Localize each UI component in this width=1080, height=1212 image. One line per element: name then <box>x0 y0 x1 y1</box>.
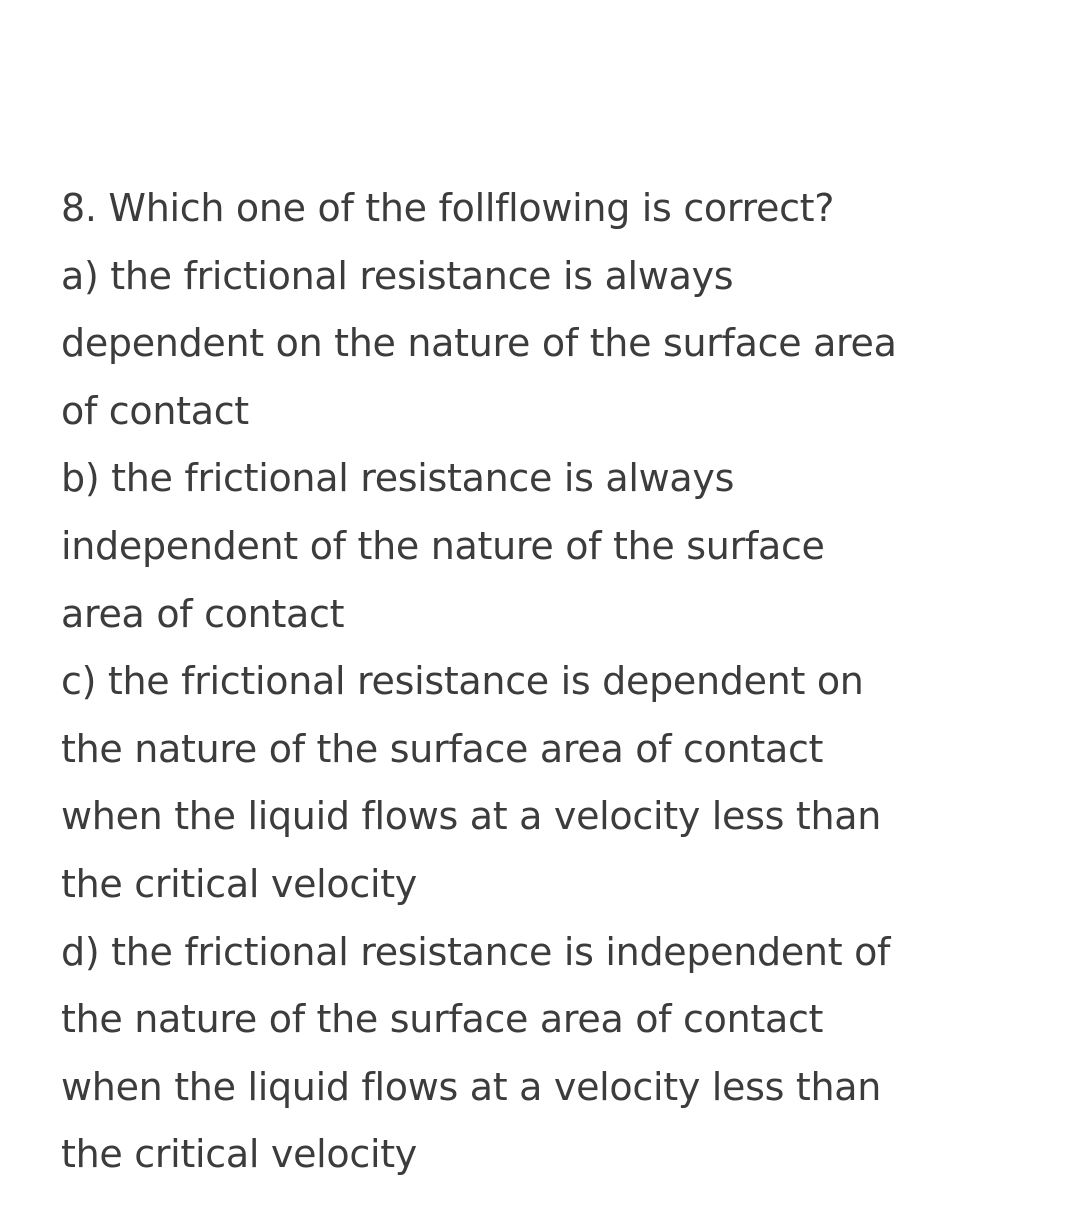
option-b-line-2: independent of the nature of the surface <box>61 523 825 568</box>
option-d-line-1: d) the frictional resistance is independent of <box>61 929 891 974</box>
option-a-line-3: of contact <box>61 388 249 433</box>
option-c-line-1: c) the frictional resistance is dependent on <box>61 659 864 704</box>
option-b-line-1: b) the frictional resistance is always <box>61 456 735 501</box>
option-c <box>61 648 1021 918</box>
option-a-line-1: a) the frictional resistance is always <box>61 253 734 298</box>
question-stem: 8. Which one of the follflowing is correct? <box>61 186 835 230</box>
option-a <box>61 243 1021 446</box>
option-d-line-3: when the liquid flows at a velocity less than <box>61 1064 882 1109</box>
option-b <box>61 445 1021 648</box>
option-b-line-3: area of contact <box>61 591 345 636</box>
option-c-line-2: the nature of the surface area of contact <box>61 726 824 771</box>
option-a-line-2: dependent on the nature of the surface area <box>61 321 897 366</box>
option-d-line-4: the critical velocity <box>61 1132 417 1177</box>
option-d <box>61 919 1021 1189</box>
question-block <box>61 175 1021 1189</box>
option-c-line-4: the critical velocity <box>61 861 417 906</box>
option-c-line-3: when the liquid flows at a velocity less than <box>61 794 882 839</box>
option-d-line-2: the nature of the surface area of contact <box>61 997 824 1042</box>
